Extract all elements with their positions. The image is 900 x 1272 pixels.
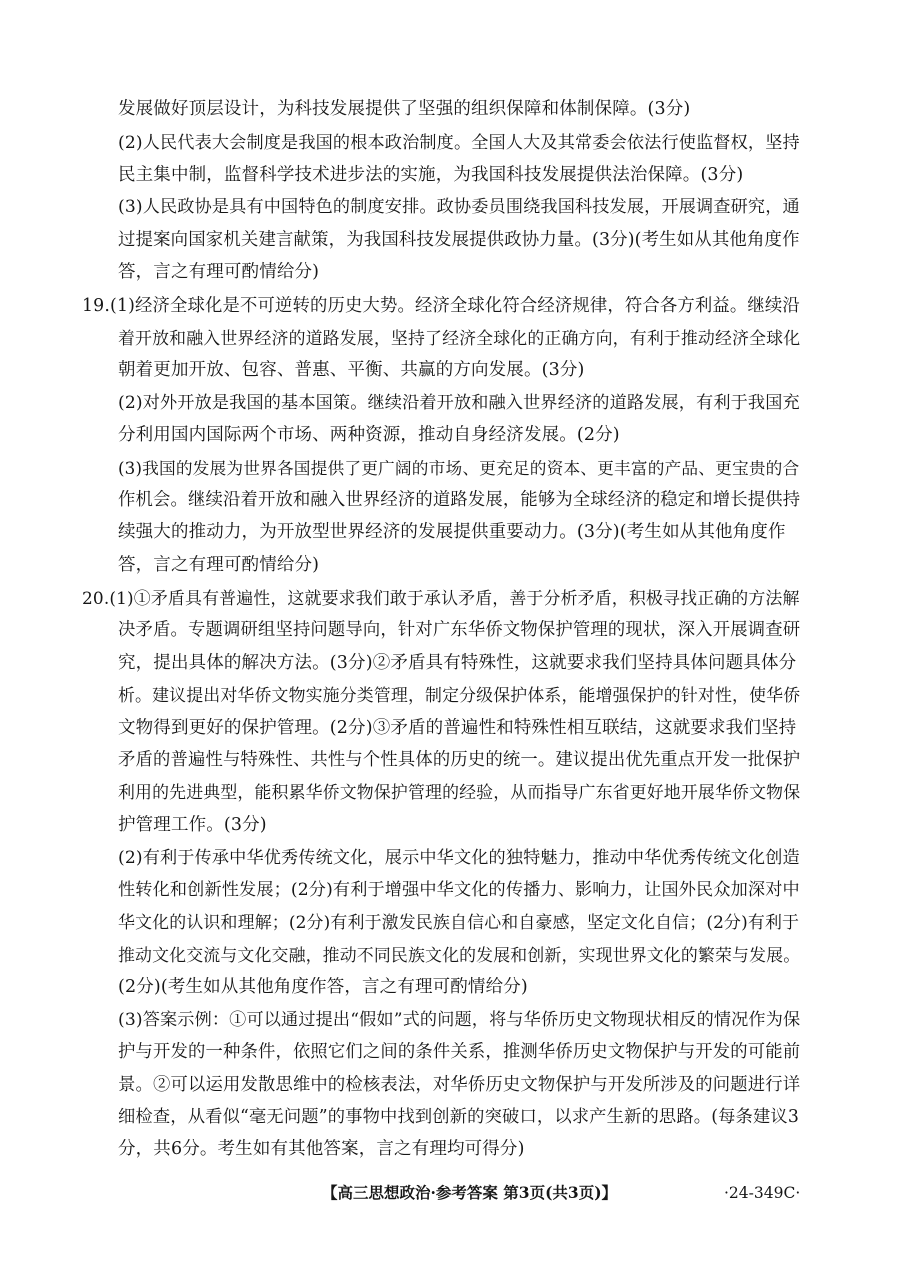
text-line: 景。②可以运用发散思维中的检核表法，对华侨历史文物保护与开发所涉及的问题进行详 bbox=[118, 1075, 801, 1095]
question-19-heading: 19.(1)经济全球化是不可逆转的历史大势。经济全球化符合经济规律，符合各方利益。继续沿 bbox=[82, 296, 800, 316]
text-line: 利用的先进典型，能积累华侨文物保护管理的经验，从而指导广东省更好地开展华侨文物保 bbox=[118, 782, 801, 802]
text-line: 作机会。继续沿着开放和融入世界经济的道路发展，能够为全球经济的稳定和增长提供持 bbox=[118, 490, 801, 510]
text-line: (2分)(考生如从其他角度作答，言之有理可酌情给分) bbox=[118, 977, 528, 997]
text-line: (2)对外开放是我国的基本国策。继续沿着开放和融入世界经济的道路发展，有利于我国充 bbox=[118, 393, 800, 413]
text-line: 性转化和创新性发展；(2分)有利于增强中华文化的传播力、影响力，让国外民众加深对中 bbox=[118, 880, 800, 900]
footer-code: ·24-349C· bbox=[724, 1184, 801, 1202]
text-line: 析。建议提出对华侨文物实施分类管理，制定分级保护体系，能增强保护的针对性，使华侨 bbox=[118, 685, 801, 705]
text-line: 文物得到更好的保护管理。(2分)③矛盾的普遍性和特殊性相互联结，这就要求我们坚持 bbox=[118, 718, 797, 738]
text-line: 护与开发的一种条件，依照它们之间的条件关系，推测华侨历史文物保护与开发的可能前 bbox=[118, 1042, 801, 1062]
text-line: (3)人民政协是具有中国特色的制度安排。政协委员围绕我国科技发展，开展调查研究，通 bbox=[118, 197, 800, 217]
text-line: 过提案向国家机关建言献策，为我国科技发展提供政协力量。(3分)(考生如从其他角度作 bbox=[118, 230, 800, 250]
text-line: 着开放和融入世界经济的道路发展，坚持了经济全球化的正确方向，有利于推动经济全球化 bbox=[118, 328, 801, 348]
footer-title: 【高三思想政治·参考答案 第3页(共3页)】 bbox=[322, 1183, 618, 1202]
text-line: 朝着更加开放、包容、普惠、平衡、共赢的方向发展。(3分) bbox=[118, 360, 585, 380]
text-line: 细检查，从看似“毫无问题”的事物中找到创新的突破口，以求产生新的思路。(每条建议3 bbox=[118, 1107, 799, 1127]
text-line: 华文化的认识和理解；(2分)有利于激发民族自信心和自豪感，坚定文化自信；(2分)有利于 bbox=[118, 912, 800, 932]
text-line: 续强大的推动力，为开放型世界经济的发展提供重要动力。(3分)(考生如从其他角度作 bbox=[118, 522, 786, 542]
text-line: 答，言之有理可酌情给分) bbox=[118, 555, 320, 575]
question-20-heading: 20.(1)①矛盾具有普遍性，这就要求我们敢于承认矛盾，善于分析矛盾，积极寻找正确的方法解 bbox=[82, 588, 800, 608]
text-line: 分，共6分。考生如有其他答案，言之有理均可得分) bbox=[118, 1139, 525, 1159]
text-line: (3)我国的发展为世界各国提供了更广阔的市场、更充足的资本、更丰富的产品、更宝贵的合 bbox=[118, 458, 800, 478]
text-line: 推动文化交流与文化交融，推动不同民族文化的发展和创新，实现世界文化的繁荣与发展。 bbox=[118, 945, 801, 965]
text-line: 决矛盾。专题调研组坚持问题导向，针对广东华侨文物保护管理的现状，深入开展调查研 bbox=[118, 620, 801, 640]
text-line: 分利用国内国际两个市场、两种资源，推动自身经济发展。(2分) bbox=[118, 425, 620, 445]
text-line: 发展做好顶层设计，为科技发展提供了坚强的组织保障和体制保障。(3分) bbox=[118, 99, 691, 119]
text-line: 民主集中制，监督科学技术进步法的实施，为我国科技发展提供法治保障。(3分) bbox=[118, 165, 744, 185]
text-line: (2)人民代表大会制度是我国的根本政治制度。全国人大及其常委会依法行使监督权，坚持 bbox=[118, 133, 800, 153]
text-line: (2)有利于传承中华优秀传统文化，展示中华文化的独特魅力，推动中华优秀传统文化创造 bbox=[118, 848, 800, 868]
text-line: 答，言之有理可酌情给分) bbox=[118, 262, 320, 282]
text-line: 究，提出具体的解决方法。(3分)②矛盾具有特殊性，这就要求我们坚持具体问题具体分 bbox=[118, 653, 797, 673]
text-line: 护管理工作。(3分) bbox=[118, 815, 267, 835]
page-footer bbox=[0, 1181, 900, 1205]
text-line: 矛盾的普遍性与特殊性、共性与个性具体的历史的统一。建议提出优先重点开发一批保护 bbox=[118, 750, 801, 770]
text-line: (3)答案示例：①可以通过提出“假如”式的问题，将与华侨历史文物现状相反的情况作为保 bbox=[118, 1010, 801, 1030]
